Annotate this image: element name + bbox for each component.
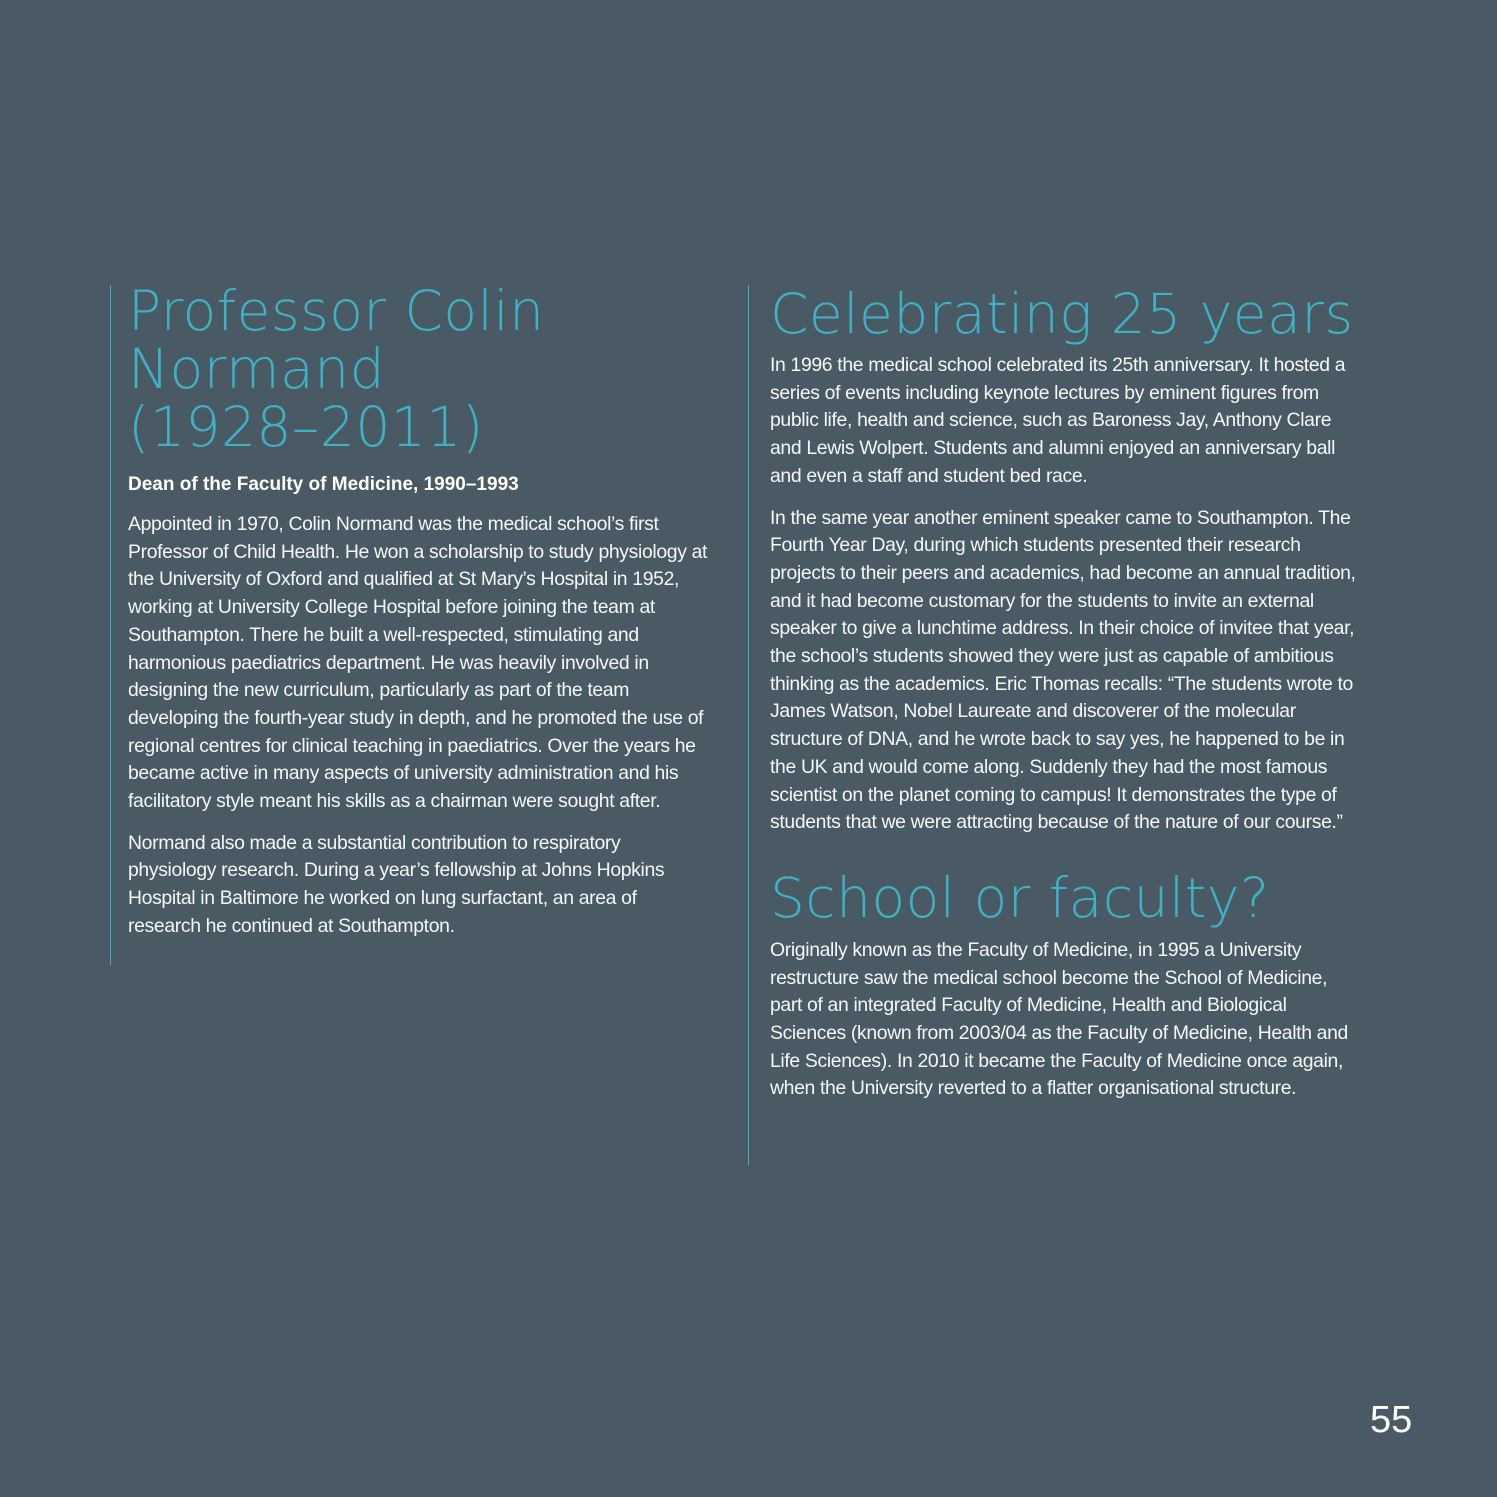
left-column (110, 279, 710, 965)
right-column (748, 282, 1358, 1165)
school-faculty-paragraph: Originally known as the Faculty of Medicine, in 1995 a University restructure saw the medical school become the School of Medicine, part of an integrated Faculty of Medicine, Health and Biological Sciences (known from 2003/04 as the Faculty of Medicine, Health and Life Sciences). In 2010 it became the Faculty of Medicine once again, when the University reverted to a flatter organisational structure. (770, 938, 1348, 1100)
profile-paragraph-2: Normand also made a substantial contribution to respiratory physiology research. During a year’s fellowship at Johns Hopkins Hospital in Baltimore he worked on lung surfactant, an area of research he continued at Southampton. (128, 831, 665, 937)
profile-heading: Professor Colin Normand (1928–2011) (128, 279, 545, 459)
anniversary-paragraph-2: In the same year another eminent speaker came to Southampton. The Fourth Year Day, during which students presented their research projects to their peers and academics, had become an annual tradition, and it had become customary for the students to invite an external speaker to give a lunchtime address. In their choice of invitee that year, the school’s students showed they were just as capable of ambitious thinking as the academics. Eric Thomas recalls: “The students wrote to James Watson, Nobel Laureate and discoverer of the molecular structure of DNA, and he wrote back to say yes, he happened to be in the UK and would come along. Suddenly they had the most famous scientist on the planet coming to campus! It demonstrates the type of students that we were attracting because of the nature of our course.” (770, 506, 1356, 834)
anniversary-paragraph-1: In 1996 the medical school celebrated its 25th anniversary. It hosted a series of events including keynote lectures by eminent figures from public life, health and science, such as Baroness Jay, Anthony Clare and Lewis Wolpert. Students and alumni enjoyed an anniversary ball and even a staff and student bed race. (770, 354, 1346, 487)
page-number: 55 (1370, 1399, 1413, 1441)
profile-paragraph-1: Appointed in 1970, Colin Normand was the medical school’s first Professor of Child Health. He won a scholarship to study physiology at the University of Oxford and qualified at St Mary’s Hospital in 1952, working at University College Hospital before joining the team at Southampton. There he built a well-respected, stimulating and harmonious paediatrics department. He was heavily involved in designing the new curriculum, particularly as part of the team developing the fourth-year study in depth, and he promoted the use of regional centres for clinical teaching in paediatrics. Over the years he became active in many aspects of university administration and his facilitatory style meant his skills as a chairman were sought after. (128, 513, 708, 813)
school-faculty-heading: School or faculty? (770, 865, 1270, 930)
anniversary-heading: Celebrating 25 years (770, 282, 1354, 346)
profile-subtitle: Dean of the Faculty of Medicine, 1990–1993 (128, 474, 519, 495)
